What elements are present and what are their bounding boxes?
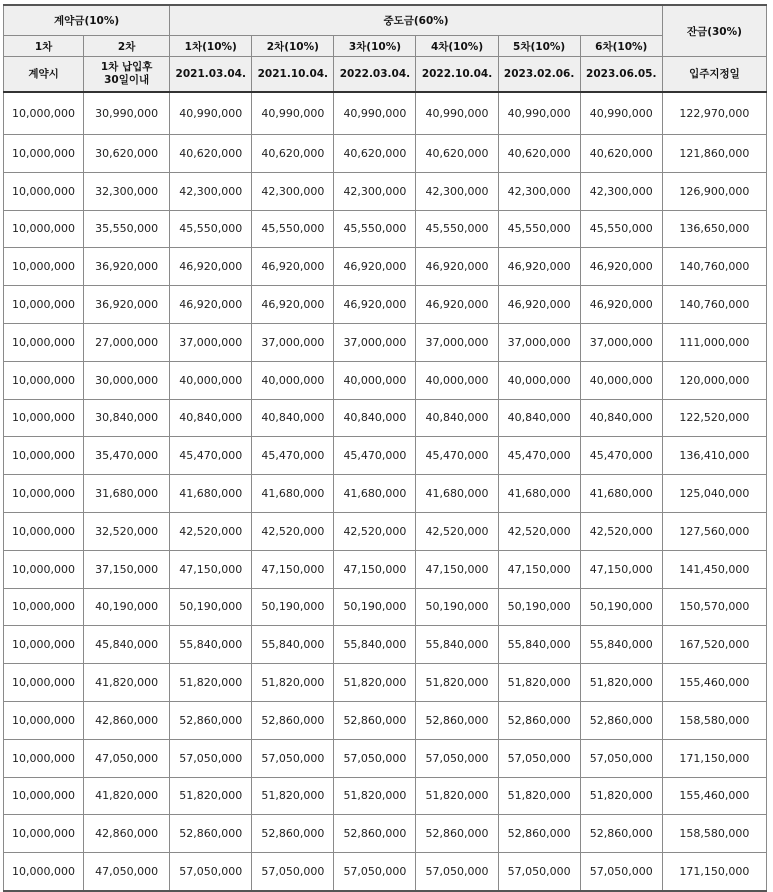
cell-middle-3: 47,150,000	[334, 550, 416, 588]
cell-contract-2: 36,920,000	[84, 286, 170, 324]
cell-middle-2: 37,000,000	[252, 323, 334, 361]
cell-contract-2: 30,620,000	[84, 135, 170, 173]
cell-middle-4: 40,000,000	[416, 361, 498, 399]
table-row	[4, 399, 767, 437]
cell-middle-1: 46,920,000	[170, 248, 252, 286]
cell-contract-2: 42,860,000	[84, 701, 170, 739]
cell-middle-2: 46,920,000	[252, 286, 334, 324]
table-row	[4, 626, 767, 664]
date-second-installment	[84, 57, 170, 93]
cell-middle-2: 57,050,000	[252, 853, 334, 891]
cell-balance: 136,650,000	[662, 210, 766, 248]
cell-contract-1: 10,000,000	[4, 210, 84, 248]
header-middle-4: 4차(10%)	[416, 36, 498, 57]
date-middle-6: 2023.06.05.	[580, 57, 662, 93]
cell-balance: 140,760,000	[662, 286, 766, 324]
date-middle-1: 2021.03.04.	[170, 57, 252, 93]
payment-schedule-table	[3, 4, 767, 892]
cell-contract-1: 10,000,000	[4, 286, 84, 324]
cell-middle-6: 40,000,000	[580, 361, 662, 399]
cell-middle-4: 51,820,000	[416, 664, 498, 702]
cell-middle-1: 50,190,000	[170, 588, 252, 626]
cell-middle-2: 40,000,000	[252, 361, 334, 399]
cell-middle-4: 45,550,000	[416, 210, 498, 248]
cell-middle-4: 40,840,000	[416, 399, 498, 437]
cell-middle-5: 45,550,000	[498, 210, 580, 248]
cell-middle-2: 40,620,000	[252, 135, 334, 173]
cell-middle-2: 52,860,000	[252, 815, 334, 853]
cell-middle-3: 46,920,000	[334, 286, 416, 324]
cell-middle-4: 42,300,000	[416, 172, 498, 210]
cell-middle-5: 50,190,000	[498, 588, 580, 626]
cell-contract-1: 10,000,000	[4, 550, 84, 588]
cell-balance: 158,580,000	[662, 701, 766, 739]
header-middle-2: 2차(10%)	[252, 36, 334, 57]
cell-contract-1: 10,000,000	[4, 512, 84, 550]
cell-middle-6: 50,190,000	[580, 588, 662, 626]
cell-middle-3: 46,920,000	[334, 248, 416, 286]
cell-balance: 127,560,000	[662, 512, 766, 550]
table-row	[4, 512, 767, 550]
cell-balance: 111,000,000	[662, 323, 766, 361]
cell-middle-5: 40,620,000	[498, 135, 580, 173]
cell-middle-1: 52,860,000	[170, 815, 252, 853]
cell-middle-4: 46,920,000	[416, 286, 498, 324]
cell-middle-5: 47,150,000	[498, 550, 580, 588]
table-row	[4, 588, 767, 626]
header-middle-1: 1차(10%)	[170, 36, 252, 57]
cell-middle-4: 40,620,000	[416, 135, 498, 173]
cell-middle-4: 57,050,000	[416, 739, 498, 777]
cell-contract-1: 10,000,000	[4, 815, 84, 853]
cell-middle-1: 40,000,000	[170, 361, 252, 399]
cell-middle-3: 40,840,000	[334, 399, 416, 437]
date-middle-3: 2022.03.04.	[334, 57, 416, 93]
cell-middle-2: 55,840,000	[252, 626, 334, 664]
cell-balance: 155,460,000	[662, 777, 766, 815]
header-installment-2: 2차	[84, 36, 170, 57]
cell-middle-2: 42,300,000	[252, 172, 334, 210]
cell-middle-5: 52,860,000	[498, 815, 580, 853]
cell-contract-2: 30,990,000	[84, 92, 170, 135]
cell-contract-2: 35,470,000	[84, 437, 170, 475]
cell-middle-6: 46,920,000	[580, 248, 662, 286]
cell-middle-5: 42,520,000	[498, 512, 580, 550]
cell-contract-1: 10,000,000	[4, 172, 84, 210]
cell-contract-1: 10,000,000	[4, 701, 84, 739]
cell-middle-3: 37,000,000	[334, 323, 416, 361]
cell-middle-6: 57,050,000	[580, 739, 662, 777]
cell-middle-6: 37,000,000	[580, 323, 662, 361]
cell-middle-5: 46,920,000	[498, 286, 580, 324]
cell-balance: 140,760,000	[662, 248, 766, 286]
cell-balance: 122,970,000	[662, 92, 766, 135]
cell-middle-6: 46,920,000	[580, 286, 662, 324]
cell-balance: 120,000,000	[662, 361, 766, 399]
cell-middle-4: 46,920,000	[416, 248, 498, 286]
cell-middle-1: 51,820,000	[170, 777, 252, 815]
cell-middle-4: 52,860,000	[416, 701, 498, 739]
cell-middle-3: 57,050,000	[334, 853, 416, 891]
cell-contract-1: 10,000,000	[4, 739, 84, 777]
cell-contract-2: 31,680,000	[84, 475, 170, 513]
cell-contract-2: 30,000,000	[84, 361, 170, 399]
cell-middle-5: 40,990,000	[498, 92, 580, 135]
cell-middle-6: 40,620,000	[580, 135, 662, 173]
cell-contract-2: 30,840,000	[84, 399, 170, 437]
cell-middle-2: 57,050,000	[252, 739, 334, 777]
header-middle-5: 5차(10%)	[498, 36, 580, 57]
cell-middle-5: 41,680,000	[498, 475, 580, 513]
table-row	[4, 248, 767, 286]
cell-contract-1: 10,000,000	[4, 777, 84, 815]
cell-balance: 121,860,000	[662, 135, 766, 173]
date-middle-4: 2022.10.04.	[416, 57, 498, 93]
cell-contract-2: 37,150,000	[84, 550, 170, 588]
cell-middle-5: 46,920,000	[498, 248, 580, 286]
cell-middle-6: 42,520,000	[580, 512, 662, 550]
cell-contract-2: 32,520,000	[84, 512, 170, 550]
table-header	[4, 5, 767, 92]
cell-balance: 150,570,000	[662, 588, 766, 626]
cell-middle-3: 45,470,000	[334, 437, 416, 475]
table-row	[4, 135, 767, 173]
cell-middle-6: 45,470,000	[580, 437, 662, 475]
cell-middle-2: 51,820,000	[252, 777, 334, 815]
table-row	[4, 815, 767, 853]
date-second-line1: 1차 납입후	[100, 61, 153, 73]
cell-middle-4: 37,000,000	[416, 323, 498, 361]
cell-middle-6: 40,990,000	[580, 92, 662, 135]
cell-middle-5: 51,820,000	[498, 664, 580, 702]
cell-middle-6: 57,050,000	[580, 853, 662, 891]
cell-middle-3: 42,520,000	[334, 512, 416, 550]
cell-middle-1: 40,990,000	[170, 92, 252, 135]
header-middle-6: 6차(10%)	[580, 36, 662, 57]
cell-middle-6: 40,840,000	[580, 399, 662, 437]
header-middle-3: 3차(10%)	[334, 36, 416, 57]
cell-contract-2: 47,050,000	[84, 739, 170, 777]
cell-middle-3: 51,820,000	[334, 777, 416, 815]
cell-middle-3: 40,620,000	[334, 135, 416, 173]
cell-balance: 171,150,000	[662, 739, 766, 777]
cell-middle-6: 51,820,000	[580, 664, 662, 702]
cell-middle-1: 46,920,000	[170, 286, 252, 324]
cell-middle-4: 50,190,000	[416, 588, 498, 626]
cell-contract-1: 10,000,000	[4, 399, 84, 437]
cell-contract-2: 36,920,000	[84, 248, 170, 286]
cell-middle-2: 52,860,000	[252, 701, 334, 739]
cell-middle-1: 57,050,000	[170, 853, 252, 891]
cell-middle-1: 55,840,000	[170, 626, 252, 664]
cell-balance: 126,900,000	[662, 172, 766, 210]
cell-middle-3: 52,860,000	[334, 701, 416, 739]
cell-middle-4: 51,820,000	[416, 777, 498, 815]
cell-balance: 171,150,000	[662, 853, 766, 891]
cell-middle-1: 47,150,000	[170, 550, 252, 588]
cell-middle-3: 50,190,000	[334, 588, 416, 626]
cell-balance: 155,460,000	[662, 664, 766, 702]
cell-middle-6: 47,150,000	[580, 550, 662, 588]
cell-middle-3: 51,820,000	[334, 664, 416, 702]
cell-middle-1: 40,620,000	[170, 135, 252, 173]
cell-middle-5: 40,840,000	[498, 399, 580, 437]
table-row	[4, 550, 767, 588]
cell-middle-3: 55,840,000	[334, 626, 416, 664]
cell-contract-2: 41,820,000	[84, 664, 170, 702]
header-contract-deposit: 계약금(10%)	[4, 5, 170, 36]
header-installment-1: 1차	[4, 36, 84, 57]
cell-middle-2: 41,680,000	[252, 475, 334, 513]
cell-middle-1: 45,470,000	[170, 437, 252, 475]
cell-middle-1: 51,820,000	[170, 664, 252, 702]
table-row	[4, 739, 767, 777]
date-middle-2: 2021.10.04.	[252, 57, 334, 93]
date-middle-5: 2023.02.06.	[498, 57, 580, 93]
cell-middle-2: 40,840,000	[252, 399, 334, 437]
cell-middle-1: 37,000,000	[170, 323, 252, 361]
table-row	[4, 286, 767, 324]
cell-middle-5: 51,820,000	[498, 777, 580, 815]
header-middle-payment: 중도금(60%)	[170, 5, 663, 36]
cell-contract-1: 10,000,000	[4, 437, 84, 475]
header-row-installments	[4, 36, 767, 57]
date-on-contract: 계약시	[4, 57, 84, 93]
cell-middle-2: 47,150,000	[252, 550, 334, 588]
cell-middle-4: 41,680,000	[416, 475, 498, 513]
cell-middle-3: 41,680,000	[334, 475, 416, 513]
cell-contract-1: 10,000,000	[4, 248, 84, 286]
cell-middle-1: 41,680,000	[170, 475, 252, 513]
cell-balance: 167,520,000	[662, 626, 766, 664]
cell-middle-5: 40,000,000	[498, 361, 580, 399]
cell-middle-5: 57,050,000	[498, 853, 580, 891]
table-row	[4, 323, 767, 361]
table-row	[4, 437, 767, 475]
table-row	[4, 361, 767, 399]
header-row-dates	[4, 57, 767, 93]
cell-middle-6: 55,840,000	[580, 626, 662, 664]
cell-balance: 158,580,000	[662, 815, 766, 853]
header-row-groups	[4, 5, 767, 36]
table-row	[4, 664, 767, 702]
cell-contract-1: 10,000,000	[4, 135, 84, 173]
cell-middle-6: 52,860,000	[580, 701, 662, 739]
cell-contract-1: 10,000,000	[4, 323, 84, 361]
cell-middle-6: 42,300,000	[580, 172, 662, 210]
cell-contract-1: 10,000,000	[4, 588, 84, 626]
cell-middle-5: 57,050,000	[498, 739, 580, 777]
cell-middle-5: 37,000,000	[498, 323, 580, 361]
cell-contract-1: 10,000,000	[4, 361, 84, 399]
cell-middle-1: 52,860,000	[170, 701, 252, 739]
cell-middle-4: 40,990,000	[416, 92, 498, 135]
cell-middle-5: 55,840,000	[498, 626, 580, 664]
cell-balance: 141,450,000	[662, 550, 766, 588]
cell-middle-5: 42,300,000	[498, 172, 580, 210]
cell-middle-3: 52,860,000	[334, 815, 416, 853]
cell-middle-3: 40,000,000	[334, 361, 416, 399]
cell-middle-1: 57,050,000	[170, 739, 252, 777]
cell-contract-2: 41,820,000	[84, 777, 170, 815]
table-row	[4, 701, 767, 739]
table-row	[4, 210, 767, 248]
cell-middle-4: 47,150,000	[416, 550, 498, 588]
cell-contract-2: 40,190,000	[84, 588, 170, 626]
cell-middle-2: 42,520,000	[252, 512, 334, 550]
cell-middle-3: 45,550,000	[334, 210, 416, 248]
cell-middle-2: 46,920,000	[252, 248, 334, 286]
cell-contract-1: 10,000,000	[4, 626, 84, 664]
cell-middle-1: 42,520,000	[170, 512, 252, 550]
cell-middle-2: 50,190,000	[252, 588, 334, 626]
table-row	[4, 777, 767, 815]
cell-middle-4: 42,520,000	[416, 512, 498, 550]
cell-balance: 122,520,000	[662, 399, 766, 437]
cell-balance: 136,410,000	[662, 437, 766, 475]
table-row	[4, 92, 767, 135]
cell-contract-1: 10,000,000	[4, 475, 84, 513]
cell-middle-4: 57,050,000	[416, 853, 498, 891]
cell-middle-4: 45,470,000	[416, 437, 498, 475]
cell-contract-2: 32,300,000	[84, 172, 170, 210]
cell-middle-4: 55,840,000	[416, 626, 498, 664]
cell-middle-1: 40,840,000	[170, 399, 252, 437]
cell-contract-2: 27,000,000	[84, 323, 170, 361]
cell-middle-1: 45,550,000	[170, 210, 252, 248]
table-row	[4, 172, 767, 210]
date-second-line2: 30일이내	[104, 74, 150, 86]
cell-middle-3: 57,050,000	[334, 739, 416, 777]
cell-middle-6: 45,550,000	[580, 210, 662, 248]
cell-middle-2: 45,470,000	[252, 437, 334, 475]
header-balance: 잔금(30%)	[662, 5, 766, 57]
cell-middle-2: 40,990,000	[252, 92, 334, 135]
cell-contract-2: 35,550,000	[84, 210, 170, 248]
cell-balance: 125,040,000	[662, 475, 766, 513]
cell-middle-5: 52,860,000	[498, 701, 580, 739]
cell-middle-6: 52,860,000	[580, 815, 662, 853]
cell-middle-6: 51,820,000	[580, 777, 662, 815]
table-row	[4, 475, 767, 513]
cell-middle-5: 45,470,000	[498, 437, 580, 475]
cell-middle-1: 42,300,000	[170, 172, 252, 210]
table-body	[4, 92, 767, 891]
cell-contract-2: 42,860,000	[84, 815, 170, 853]
cell-contract-1: 10,000,000	[4, 853, 84, 891]
cell-contract-2: 45,840,000	[84, 626, 170, 664]
cell-middle-3: 40,990,000	[334, 92, 416, 135]
cell-contract-1: 10,000,000	[4, 92, 84, 135]
date-move-in: 입주지정일	[662, 57, 766, 93]
table-row	[4, 853, 767, 891]
cell-contract-1: 10,000,000	[4, 664, 84, 702]
cell-contract-2: 47,050,000	[84, 853, 170, 891]
cell-middle-4: 52,860,000	[416, 815, 498, 853]
cell-middle-6: 41,680,000	[580, 475, 662, 513]
cell-middle-2: 51,820,000	[252, 664, 334, 702]
cell-middle-2: 45,550,000	[252, 210, 334, 248]
cell-middle-3: 42,300,000	[334, 172, 416, 210]
